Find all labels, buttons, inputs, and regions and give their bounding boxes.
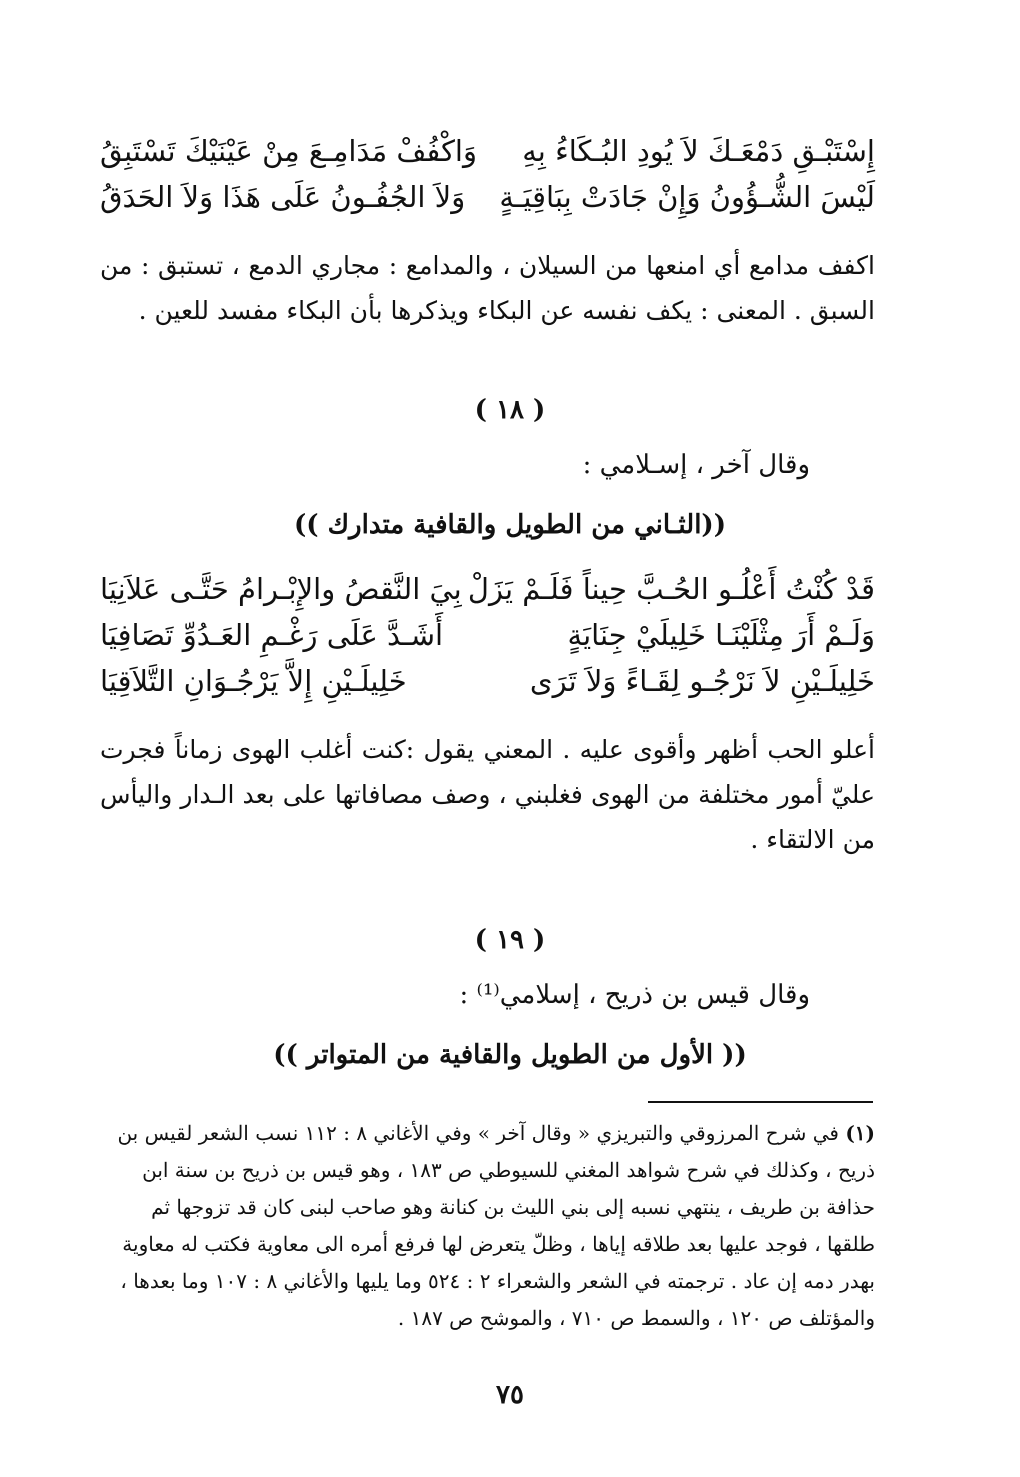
- hemistich-second: بِيَ النَّقصُ والإِبْـرامُ حَتَّـى عَلاَنِيَا: [100, 572, 462, 606]
- hemistich-first: خَلِيلَـيْنِ لاَ نَرْجُـو لِقَـاءً وَلاَ تَرَى: [529, 664, 875, 698]
- verse-line: [100, 566, 875, 612]
- footnote-text: في شرح المرزوقي والتبريزي « وقال آخر » وفي الأغاني ٨ : ١١٢ نسب الشعر لقيس بن ذريح ، وكذلك في شرح شواهد المغني للسيوطي ص ١٨٣ ، وهو قيس بن ذريح بن سنة ابن حذافة بن طريف ، ينتهي نسبه إلى بني الليث بن كنانة وهو صاحب لبنى كان قد تزوجها ثم طلقها ، فوجد عليها بعد طلاقه إياها ، وظلّ يتعرض لها فرفع أمره الى معاوية فكتب له معاوية بهدر دمه إن عاد . ترجمته في الشعر والشعراء ٢ : ٥٢٤ وما يليها والأغاني ٨ : ١٠٧ وما بعدها ، والمؤتلف ص ١٢٠ ، والسمط ص ٧١٠ ، والموشح ص ١٨٧ .: [117, 1121, 875, 1330]
- poem-18: [100, 566, 875, 704]
- commentary-paragraph: اكفف مدامع أي امنعها من السيلان ، والمدامع : مجاري الدمع ، تستبق : من السبق . المعنى : يكف نفسه عن البكاء ويذكرها بأن البكاء مفسد للعين .: [100, 251, 875, 325]
- section-number-18: ( ١٨ ): [474, 395, 546, 425]
- hemistich-second: وَاكْفُفْ مَدَامِـعَ مِنْ عَيْنَيْكَ تَسْتَبِقُ: [100, 134, 477, 168]
- verse-line: [100, 612, 875, 658]
- hemistich-second: خَلِيلَـيْنِ إِلاَّ يَرْجُـوَانِ التَّلاَقِيَا: [100, 664, 407, 698]
- section-number-19: ( ١٩ ): [474, 925, 546, 955]
- commentary-17: [100, 243, 875, 333]
- footnotes: [100, 1115, 875, 1337]
- hemistich-first: قَدْ كُنْتُ أَعْلُـو الحُـبَّ حِيناً فَلَـمْ يَزَلْ: [467, 572, 875, 606]
- footnote-item: [100, 1115, 875, 1337]
- meter-heading-18: ((الثـاني من الطويل والقافية متدارك )): [293, 510, 727, 540]
- hemistich-second: أَشَـدَّ عَلَى رَغْـمِ العَـدُوِّ تَصَافِيَا: [100, 618, 444, 652]
- verse-line: [100, 658, 875, 704]
- meter-heading-19: (( الأول من الطويل والقافية من المتواتر )): [273, 1040, 747, 1070]
- hemistich-first: وَلَـمْ أَرَ مِثْلَيْنَـا خَلِيلَيْ جِنَايَةٍ: [567, 618, 875, 652]
- hemistich-first: لَيْسَ الشُّـؤُونُ وَإِنْ جَادَتْ بِبَاقِيَـةٍ: [499, 180, 875, 214]
- footnote-marker: (١): [845, 1121, 875, 1145]
- verse-line: [100, 128, 875, 174]
- hemistich-second: وَلاَ الجُفُـونُ عَلَى هَذَا وَلاَ الحَدَقُ: [100, 180, 466, 214]
- footnote-separator: [648, 1101, 873, 1103]
- poem-intro-19: وقال قيس بن ذريح ، إسلامي⁽¹⁾ :: [459, 980, 810, 1010]
- poem-intro-18: وقال آخر ، إسـلامي :: [582, 450, 810, 480]
- poem-17: [100, 128, 875, 220]
- commentary-18: [100, 727, 875, 862]
- page-number: ٧٥: [496, 1380, 524, 1410]
- verse-line: [100, 174, 875, 220]
- commentary-paragraph: أعلو الحب أظهر وأقوى عليه . المعني يقول :كنت أغلب الهوى زماناً فجرت عليّ أمور مختلفة من الهوى فغلبني ، وصف مصافاتها على بعد الـدار واليأس من الالتقاء .: [100, 735, 875, 854]
- hemistich-first: إِسْتَبْـقِ دَمْعَـكَ لاَ يُودِ البُـكَاءُ بِهِ: [522, 134, 875, 168]
